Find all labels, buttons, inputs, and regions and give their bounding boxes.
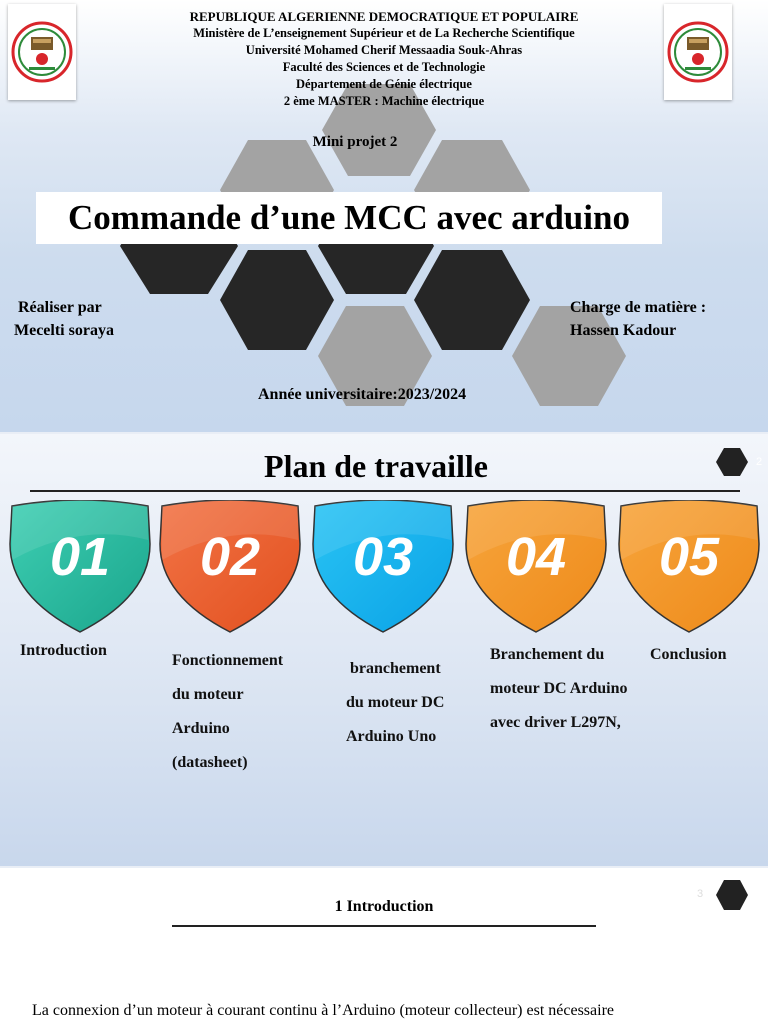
author-label: Réaliser par <box>18 299 102 316</box>
plan-item-line: du moteur <box>172 686 244 703</box>
plan-item-shield <box>309 500 457 636</box>
plan-item-number: 01 <box>49 527 111 587</box>
plan-title: Plan de travaille <box>264 448 488 484</box>
plan-item-line: Conclusion <box>650 646 727 663</box>
plan-item-number: 03 <box>352 527 414 587</box>
header-line: REPUBLIQUE ALGERIENNE DEMOCRATIQUE ET POPULAIRE <box>189 9 579 24</box>
title-underline <box>30 490 740 492</box>
author-name: Mecelti soraya <box>14 322 114 339</box>
plan-item-label <box>20 634 107 668</box>
plan-item-label <box>172 644 283 780</box>
plan-item-line: (datasheet) <box>172 754 248 771</box>
title-slide <box>0 0 768 432</box>
mini-projet-label: Mini projet 2 <box>312 134 398 150</box>
plan-item-line: avec driver L297N, <box>490 714 621 731</box>
header-line: 2 ème MASTER : Machine électrique <box>283 94 485 108</box>
plan-item-line: Fonctionnement <box>172 652 284 669</box>
supervisor-label: Charge de matière : <box>570 299 707 316</box>
plan-item-line: moteur DC Arduino <box>490 680 628 697</box>
plan-item-label <box>490 638 628 740</box>
header-line: Faculté des Sciences et de Technologie <box>282 60 486 74</box>
plan-item-number: 02 <box>199 527 261 587</box>
plan-item-shield <box>462 500 610 636</box>
hexagon-icon <box>716 448 748 476</box>
page-number: 3 <box>697 888 704 900</box>
plan-item-shield <box>6 500 154 636</box>
university-logo-left <box>8 4 76 100</box>
hexagon-icon <box>716 880 748 910</box>
plan-item-label <box>346 652 444 754</box>
intro-paragraph: La connexion d’un moteur à courant continu à l’Arduino (moteur collecteur) est nécessaire <box>32 1002 614 1019</box>
plan-item-number: 05 <box>658 527 720 587</box>
plan-item-line: Arduino <box>172 720 230 737</box>
plan-item-line: Branchement du <box>490 646 605 663</box>
plan-item-shield <box>615 500 763 636</box>
section-title: 1 Introduction <box>334 898 434 915</box>
header-line: Université Mohamed Cherif Messaadia Souk-Ahras <box>245 43 523 57</box>
academic-year: Année universitaire:2023/2024 <box>258 386 467 403</box>
plan-item-line: du moteur DC <box>346 694 445 711</box>
supervisor-name: Hassen Kadour <box>570 322 677 339</box>
plan-item-line: Introduction <box>20 642 107 659</box>
slide-title: Commande d’une MCC avec arduino <box>36 192 662 244</box>
plan-item-line: Arduino Uno <box>346 728 437 745</box>
university-logo-icon <box>667 21 729 83</box>
plan-item-shield <box>156 500 304 636</box>
page-number: 2 <box>756 456 763 468</box>
plan-item-line: branchement <box>346 660 441 677</box>
supervisor-block <box>570 296 706 342</box>
plan-item-number: 04 <box>505 527 567 587</box>
plan-item-label <box>650 638 726 672</box>
university-logo-right <box>664 4 732 100</box>
section-underline <box>172 925 596 927</box>
header-line: Département de Génie électrique <box>296 77 472 91</box>
introduction-slide <box>0 868 768 1024</box>
university-logo-icon <box>11 21 73 83</box>
plan-slide <box>0 434 768 866</box>
header-line: Ministère de L’enseignement Supérieur et de La Recherche Scientifique <box>193 26 575 40</box>
institution-header <box>100 8 668 110</box>
author-block <box>14 296 114 342</box>
hexagon-dark <box>414 250 530 350</box>
hexagon-dark <box>220 250 334 350</box>
